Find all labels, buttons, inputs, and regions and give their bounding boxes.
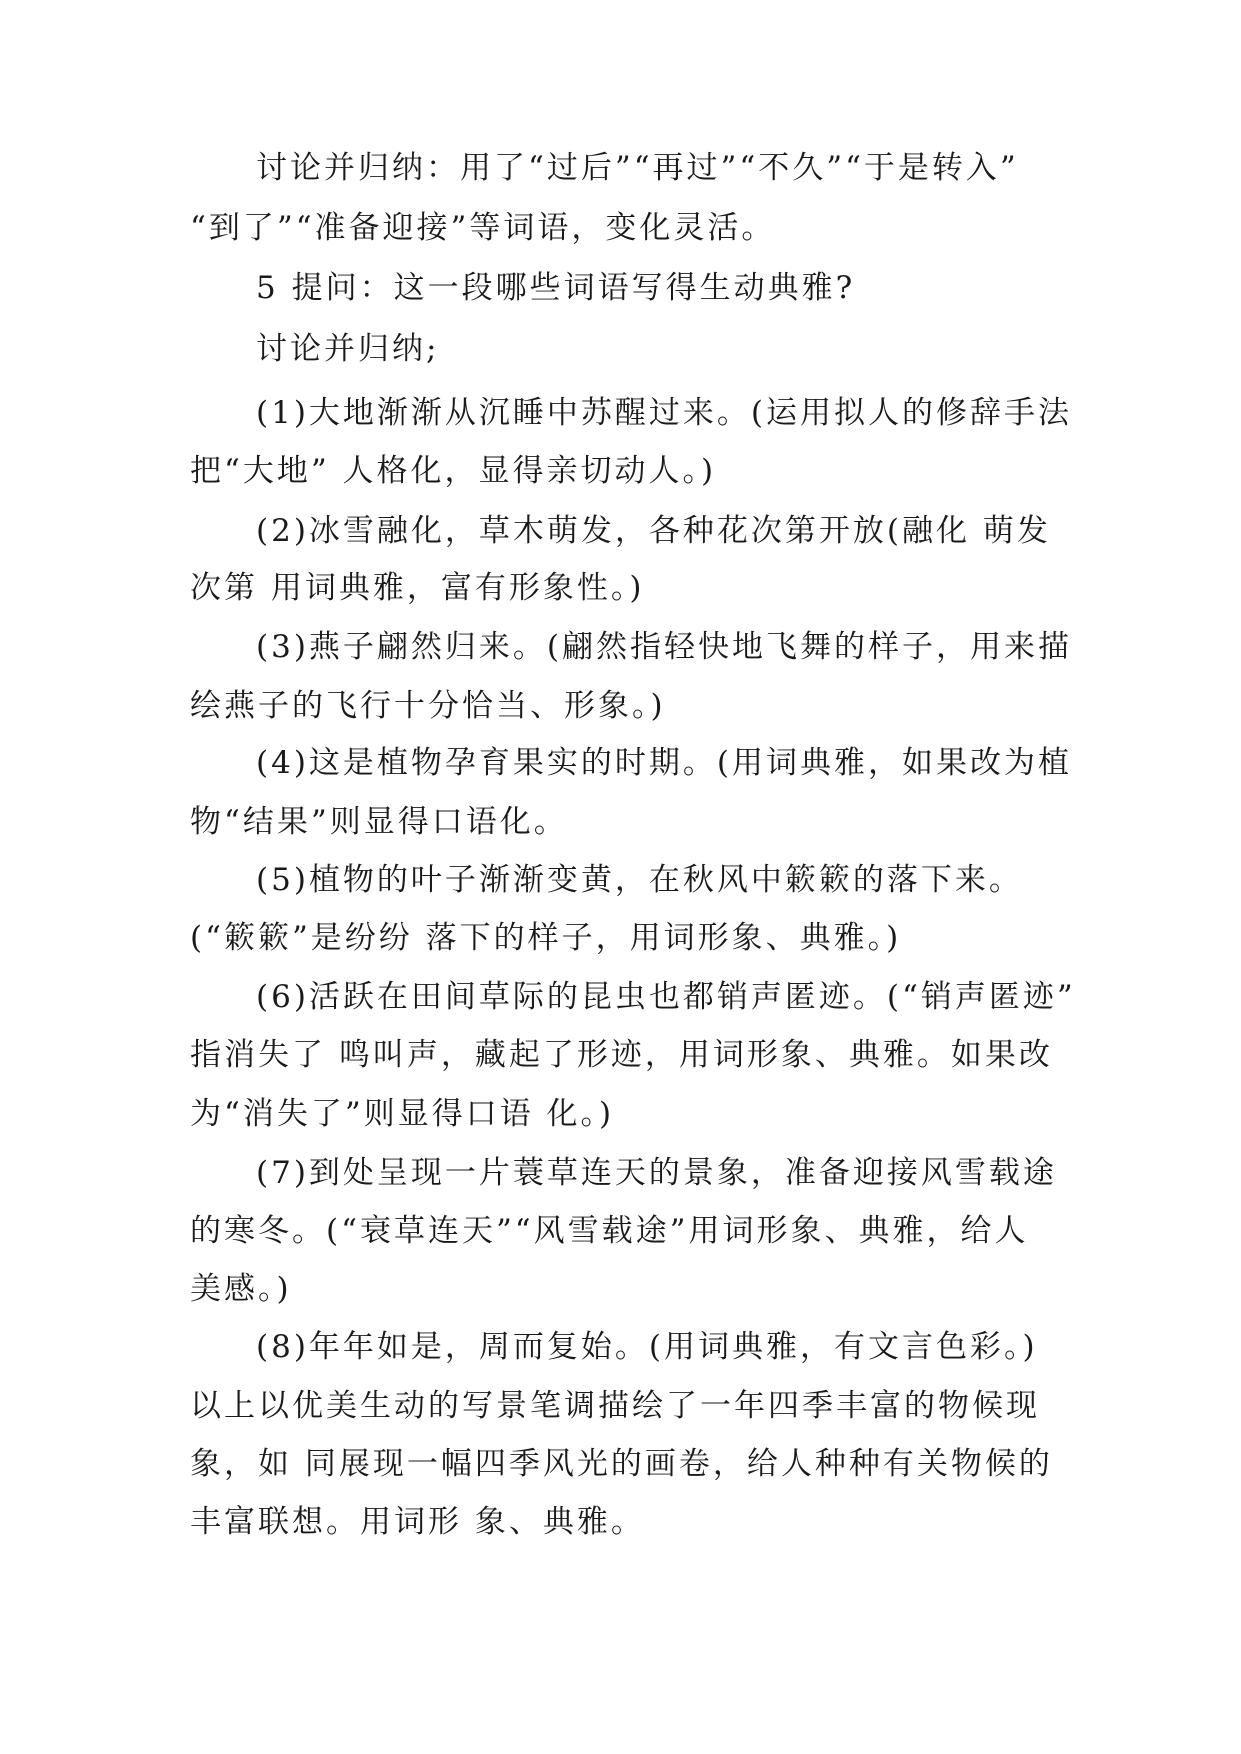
text-line: (6)活跃在田间草际的昆虫也都销声匿迹。(“销声匿迹” — [256, 979, 1076, 1015]
text-line: 讨论并归纳; — [256, 331, 440, 367]
text-line: “到了”“准备迎接”等词语，变化灵活。 — [190, 210, 776, 246]
text-line: 5 提问：这一段哪些词语写得生动典雅? — [256, 270, 856, 306]
text-line: 物“结果”则显得口语化。 — [190, 804, 568, 840]
text-line: (3)燕子翩然归来。(翩然指轻快地飞舞的样子，用来描 — [256, 629, 1073, 665]
text-line: 为“消失了”则显得口语 化。) — [190, 1096, 615, 1132]
text-line: 指消失了 鸣叫声，藏起了形迹，用词形象、典雅。如果改 — [190, 1037, 1053, 1073]
text-line: (1)大地渐渐从沉睡中苏醒过来。(运用拟人的修辞手法 — [256, 395, 1073, 431]
text-line: 丰富联想。用词形 象、典雅。 — [190, 1504, 645, 1540]
text-line: (8)年年如是，周而复始。(用词典雅，有文言色彩。) — [256, 1329, 1038, 1365]
text-line: 的寒冬。(“衰草连天”“风雪载途”用词形象、典雅，给人 — [190, 1213, 1029, 1249]
text-line: (5)植物的叶子渐渐变黄，在秋风中簌簌的落下来。 — [256, 862, 1023, 898]
text-line: (4)这是植物孕育果实的时期。(用词典雅，如果改为植 — [256, 745, 1073, 781]
text-line: (2)冰雪融化，草木萌发，各种花次第开放(融化 萌发 — [256, 513, 1051, 549]
text-line: 以上以优美生动的写景笔调描绘了一年四季丰富的物候现 — [190, 1388, 1040, 1424]
text-line: 次第 用词典雅，富有形象性。) — [190, 570, 645, 606]
text-line: (7)到处呈现一片蓑草连天的景象，准备迎接风雪载途 — [256, 1155, 1057, 1191]
text-line: 把“大地” 人格化，显得亲切动人。) — [190, 453, 717, 489]
text-line: 绘燕子的飞行十分恰当、形象。) — [190, 688, 666, 724]
text-line: 讨论并归纳：用了“过后”“再过”“不久”“于是转入” — [256, 150, 1019, 186]
text-line: 美感。) — [190, 1271, 292, 1307]
text-line: 象，如 同展现一幅四季风光的画卷，给人种种有关物候的 — [190, 1446, 1053, 1482]
text-line: (“簌簌”是纷纷 落下的样子，用词形象、典雅。) — [190, 920, 902, 956]
